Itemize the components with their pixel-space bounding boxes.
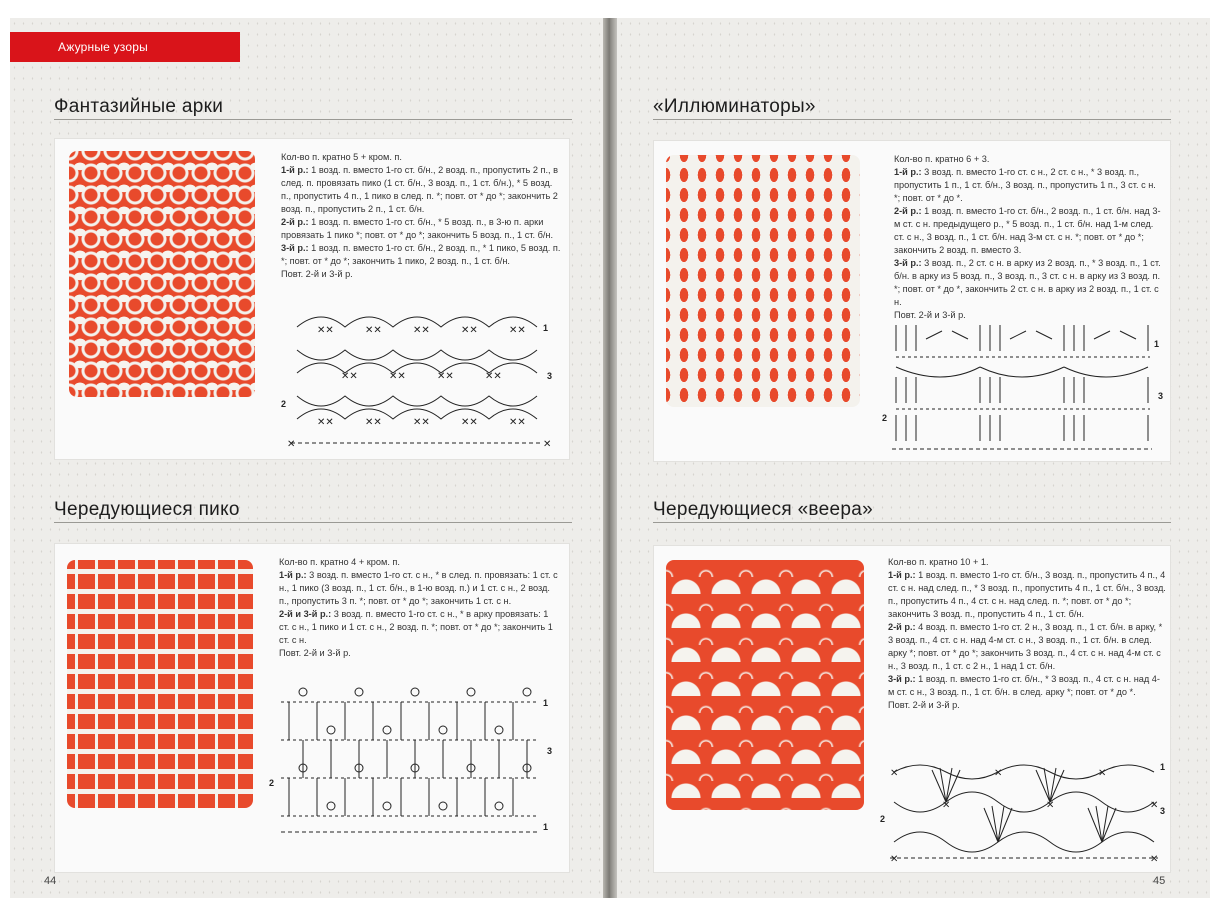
svg-text:✕: ✕ xyxy=(1098,768,1107,779)
pattern-card-alt-fans xyxy=(653,545,1171,873)
stitch-multiple: Кол-во п. кратно 5 + кром. п. xyxy=(281,152,402,162)
svg-text:✕✕: ✕✕ xyxy=(389,371,406,382)
left-page xyxy=(10,18,603,898)
svg-text:✕✕: ✕✕ xyxy=(365,417,382,428)
stitch-diagram-alt-picots xyxy=(269,682,559,842)
svg-text:✕✕: ✕✕ xyxy=(413,417,430,428)
svg-text:✕: ✕ xyxy=(1150,800,1159,811)
row-label: 3-й р.: xyxy=(281,243,309,253)
repeat-note: Повт. 2-й и 3-й р. xyxy=(888,700,960,710)
svg-text:✕✕: ✕✕ xyxy=(437,371,454,382)
svg-text:✕✕: ✕✕ xyxy=(509,325,526,336)
section-tab: Ажурные узоры xyxy=(10,32,240,62)
row-1-instructions xyxy=(888,569,1166,621)
row-number: 1 xyxy=(1160,762,1166,772)
row-3-instructions xyxy=(281,242,561,268)
row-1-instructions xyxy=(281,164,561,216)
row-text: 1 возд. п. вместо 1-го ст. б/н., 2 возд. п., 1 ст. б/н. над 3-м ст. с н. предыдущего р., * 5 возд. п., 1 ст. б/н. над 1-м след. ст. с н., 3 возд. п., 1 ст. б/н. над 3-м ст. с н. *; повт. от * до *; закончить 2 возд. п. вместо 3. xyxy=(894,206,1161,255)
svg-text:✕: ✕ xyxy=(942,800,951,811)
row-number: 3 xyxy=(1160,806,1166,816)
svg-text:✕✕: ✕✕ xyxy=(461,325,478,336)
row-label: 3-й р.: xyxy=(888,674,916,684)
stitch-diagram-fancy-arches xyxy=(281,303,561,453)
pattern-card-alt-picots xyxy=(54,543,570,873)
row-text: 1 возд. п. вместо 1-го ст. б/н., 2 возд. п., пропустить 2 п., в след. п. провязать пико (1 ст. б/н., 3 возд. п., 1 ст. б/н.), * 5 возд. п., пропустить 4 п., 1 пико в след. п. *; повт. от * до *; закончить 2 возд. п., пропустить 2 п., 1 ст. б/н. xyxy=(281,165,559,214)
right-page xyxy=(617,18,1210,898)
row-number: 1 xyxy=(543,323,549,333)
title-rule xyxy=(653,119,1171,120)
row-number: 1 xyxy=(543,822,549,832)
row-number: 2 xyxy=(880,814,886,824)
row-2-instructions xyxy=(894,205,1164,257)
repeat-note: Повт. 2-й и 3-й р. xyxy=(281,269,353,279)
book-gutter xyxy=(603,18,617,898)
svg-text:✕: ✕ xyxy=(1150,854,1159,865)
row-label: 1-й р.: xyxy=(894,167,922,177)
repeat-note: Повт. 2-й и 3-й р. xyxy=(894,310,966,320)
svg-text:✕✕: ✕✕ xyxy=(413,325,430,336)
row-label: 1-й р.: xyxy=(888,570,916,580)
swatch-photo-fancy-arches xyxy=(69,151,255,397)
svg-text:✕: ✕ xyxy=(543,439,552,450)
svg-text:✕✕: ✕✕ xyxy=(341,371,358,382)
row-2-3-instructions xyxy=(279,608,561,647)
row-number: 2 xyxy=(281,399,287,409)
title-rule xyxy=(653,522,1171,523)
row-label: 2-й и 3-й р.: xyxy=(279,609,332,619)
row-number: 2 xyxy=(269,778,275,788)
pattern-description xyxy=(894,153,1164,322)
svg-text:✕: ✕ xyxy=(890,854,899,865)
title-rule xyxy=(54,119,572,120)
swatch-photo-alt-fans xyxy=(666,560,864,810)
row-1-instructions xyxy=(894,166,1164,205)
svg-text:✕✕: ✕✕ xyxy=(317,417,334,428)
row-label: 1-й р.: xyxy=(281,165,309,175)
pattern-title-alt-fans: Чередующиеся «веера» xyxy=(653,499,873,520)
pattern-card-portholes xyxy=(653,140,1171,462)
row-3-instructions xyxy=(888,673,1166,699)
row-text: 1 возд. п. вместо 1-го ст. б/н., * 5 возд. п., в 3-ю п. арки провязать 1 пико *; повт. от * до *; закончить 5 возд. п., 1 ст. б/н. xyxy=(281,217,554,240)
svg-text:✕✕: ✕✕ xyxy=(485,371,502,382)
stitch-multiple: Кол-во п. кратно 4 + кром. п. xyxy=(279,557,400,567)
row-label: 2-й р.: xyxy=(894,206,922,216)
pattern-card-fancy-arches xyxy=(54,138,570,460)
stitch-diagram-alt-fans xyxy=(880,752,1170,868)
row-number: 3 xyxy=(547,746,553,756)
page-number-right: 45 xyxy=(1153,875,1166,887)
row-label: 2-й р.: xyxy=(281,217,309,227)
row-1-instructions xyxy=(279,569,561,608)
row-label: 3-й р.: xyxy=(894,258,922,268)
row-number: 1 xyxy=(1154,339,1160,349)
pattern-title-alt-picots: Чередующиеся пико xyxy=(54,499,240,520)
row-text: 3 возд. п. вместо 1-го ст. с н., * в след. п. провязать: 1 ст. с н., 1 пико (3 возд. п., 1 ст. б/н., в 1-ю возд. п.) и 1 ст. с н., 2 возд. п., пропустить 3 п. *; повт. от * до *; закончить 1 ст. с н. xyxy=(279,570,558,606)
pattern-title-fancy-arches: Фантазийные арки xyxy=(54,96,224,117)
row-label: 2-й р.: xyxy=(888,622,916,632)
stitch-multiple: Кол-во п. кратно 10 + 1. xyxy=(888,557,989,567)
svg-text:✕✕: ✕✕ xyxy=(317,325,334,336)
row-2-instructions xyxy=(281,216,561,242)
pattern-title-portholes: «Иллюминаторы» xyxy=(653,96,816,117)
row-number: 3 xyxy=(547,371,553,381)
stitch-multiple: Кол-во п. кратно 6 + 3. xyxy=(894,154,990,164)
svg-text:✕✕: ✕✕ xyxy=(509,417,526,428)
row-text: 1 возд. п. вместо 1-го ст. б/н., 2 возд. п., * 1 пико, 5 возд. п. *; повт. от * до *; закончить 1 пико, 2 возд. п., 1 ст. б/н. xyxy=(281,243,561,266)
svg-text:✕: ✕ xyxy=(287,439,296,450)
row-text: 4 возд. п. вместо 1-го ст. 2 н., 3 возд. п., 1 ст. б/н. в арку, * 3 возд. п., 4 ст. с н. над 4-м ст. с н., 3 возд. п., 1 ст. б/н. в след. арку *; повт. от * до *; закончить 3 возд. п., 4 ст. с н. над 4-м ст. с н., 3 возд. п., 1 ст. с 2 н., 1 над 1 ст. б/н. xyxy=(888,622,1163,671)
row-text: 1 возд. п. вместо 1-го ст. б/н., 3 возд. п., пропустить 4 п., 4 ст. с н. над след. п., * 3 возд. п., пропустить 4 п., 1 ст. б/н., 3 возд. п., пропустить 4 п., 4 ст. с н. над след. п. *; повт. от * до *; закончить 3 возд. п., пропустить 4 п., 1 ст. б/н. xyxy=(888,570,1166,619)
svg-text:✕✕: ✕✕ xyxy=(461,417,478,428)
row-number: 3 xyxy=(1158,391,1164,401)
row-number: 1 xyxy=(543,698,549,708)
svg-text:✕: ✕ xyxy=(1046,800,1055,811)
row-text: 3 возд. п. вместо 1-го ст. с н., * в арку провязать: 1 ст. с н., 1 пико и 1 ст. с н., 2 возд. п. *; повт. от * до *; закончить 1 ст. с н. xyxy=(279,609,553,645)
svg-text:✕: ✕ xyxy=(994,768,1003,779)
row-number: 2 xyxy=(882,413,888,423)
stitch-diagram-portholes xyxy=(882,317,1167,457)
row-2-instructions xyxy=(888,621,1166,673)
page-number-left: 44 xyxy=(44,875,57,887)
pattern-description xyxy=(279,556,561,660)
repeat-note: Повт. 2-й и 3-й р. xyxy=(279,648,351,658)
pattern-description xyxy=(281,151,561,281)
row-text: 3 возд. п. вместо 1-го ст. с н., 2 ст. с н., * 3 возд. п., пропустить 1 п., 1 ст. б/н., 3 возд. п., пропустить 1 п., 3 ст. с н. *; повт. от * до *. xyxy=(894,167,1156,203)
swatch-photo-portholes xyxy=(666,155,860,407)
title-rule xyxy=(54,522,572,523)
pattern-description xyxy=(888,556,1166,712)
book-spread xyxy=(10,18,1210,898)
swatch-photo-alt-picots xyxy=(67,560,253,808)
svg-text:✕✕: ✕✕ xyxy=(365,325,382,336)
svg-text:✕: ✕ xyxy=(890,768,899,779)
row-label: 1-й р.: xyxy=(279,570,307,580)
row-3-instructions xyxy=(894,257,1164,309)
row-text: 1 возд. п. вместо 1-го ст. б/н., * 3 возд. п., 4 ст. с н. над 4-м ст. с н., 3 возд. п., 1 ст. б/н. в след. арку *; повт. от * до *. xyxy=(888,674,1160,697)
row-text: 3 возд. п., 2 ст. с н. в арку из 2 возд. п., * 3 возд. п., 1 ст. б/н. в арку из 5 возд. п., 3 возд. п., 3 ст. с н. в арку из 3 возд. п. *; повт. от * до *, закончить 2 ст. с н. в арку из 2 возд. п., 1 ст. с н. xyxy=(894,258,1161,307)
